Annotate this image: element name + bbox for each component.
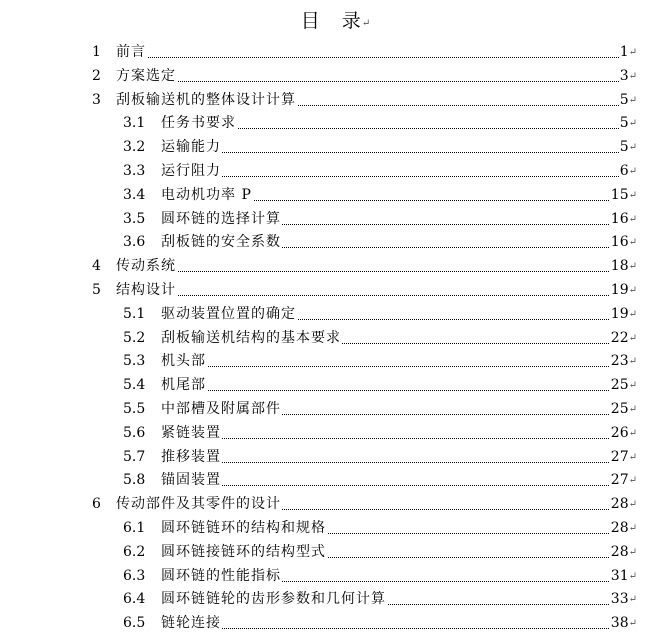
toc-dot-leader [161,366,623,367]
toc-page-number [610,518,637,539]
toc-entry[interactable] [92,90,637,110]
toc-page-number [610,304,637,325]
toc-entry[interactable] [123,518,637,538]
toc-entry-number: 5.3 [123,353,146,370]
toc-dot-leader [161,485,623,486]
toc-entry[interactable] [123,399,637,419]
toc-entry-title: 传动系统 [116,258,176,275]
paragraph-mark-icon: ↵ [628,380,637,392]
toc-page-number [610,613,637,634]
toc-entry-title: 圆环链接链环的结构型式 [161,543,326,560]
toc-page-number [610,470,637,491]
toc-entry[interactable] [123,613,637,633]
toc-page-number-value: 28 [610,520,629,536]
toc-entry[interactable] [123,423,637,443]
toc-entry-title: 圆环链链环的结构和规格 [161,520,326,536]
toc-entry-title: 结构设计 [116,282,176,298]
toc-entry-title: 运输能力 [161,139,221,156]
toc-entry[interactable] [123,137,637,157]
toc-page-number [619,113,637,134]
toc-entry[interactable] [123,375,637,395]
paragraph-mark-icon: ↵ [628,332,637,344]
paragraph-mark-icon: ↵ [628,94,637,106]
toc-entry-title: 刮板链的安全系数 [161,234,281,251]
paragraph-mark-icon: ↵ [628,523,637,534]
toc-entry-title: 圆环链的选择计算 [161,210,281,227]
toc-entry-number: 5.4 [123,377,146,394]
toc-page-number [619,137,637,158]
paragraph-mark-icon: ↵ [628,166,637,177]
toc-dot-leader [161,152,623,153]
title-char-1: 目 [300,10,320,32]
toc-entry-title: 推移装置 [161,448,221,465]
toc-page-number-value: 26 [610,424,629,441]
toc-page-number-value: 25 [610,377,629,394]
toc-page-number-value: 38 [610,615,629,632]
toc-dot-leader [116,295,623,296]
toc-page-number-value: 19 [610,282,629,298]
toc-entry-number: 5.1 [123,305,146,322]
toc-entry-number: 6.3 [123,567,146,584]
toc-entry-number: 3.2 [123,139,146,156]
toc-entry-title: 刮板输送机的整体设计计算 [116,91,296,108]
toc-entry-title: 运行阻力 [161,163,221,179]
toc-dot-leader [116,81,623,82]
toc-dot-leader [161,176,623,177]
paragraph-mark-icon: ↵ [628,594,637,606]
toc-entry-title: 刮板输送机结构的基本要求 [161,329,341,346]
toc-entry-number: 3.4 [123,186,146,203]
toc-entry-title: 机尾部 [161,377,206,394]
paragraph-mark-icon: ↵ [628,546,637,558]
paragraph-mark-icon: ↵ [628,499,637,511]
toc-entry-title: 圆环链链轮的齿形参数和几何计算 [161,591,386,608]
toc-entry-number: 5.2 [123,329,146,346]
toc-page-number-value: 19 [610,305,629,322]
toc-entry[interactable] [123,304,637,324]
paragraph-mark-icon: ↵ [361,18,371,29]
paragraph-mark-icon: ↵ [628,118,637,130]
toc-entry[interactable] [123,542,637,562]
toc-entry[interactable] [123,328,637,348]
toc-page-number [619,66,637,87]
toc-page-number [610,423,637,444]
toc-dot-leader [161,628,623,629]
toc-entry-number: 6 [92,496,101,513]
toc-page-number-value: 16 [610,210,629,227]
toc-page-number [610,447,637,468]
toc-page-number-value: 28 [610,543,629,560]
toc-page-number-value: 18 [610,258,629,275]
toc-entry-title: 机头部 [161,353,206,370]
toc-page-number [610,589,637,610]
toc-page-number [610,566,637,587]
toc-entry-title: 中部槽及附属部件 [161,401,281,417]
toc-page-number [610,351,637,372]
toc-page-number [610,399,637,420]
paragraph-mark-icon: ↵ [628,237,637,249]
toc-page-number-value: 22 [610,329,629,346]
toc-entry-title: 任务书要求 [161,115,236,132]
toc-page-number-value: 15 [610,186,629,203]
paragraph-mark-icon: ↵ [628,475,637,487]
toc-entry-number: 3.3 [123,163,146,179]
toc-entry[interactable] [123,209,637,229]
paragraph-mark-icon: ↵ [628,285,637,296]
toc-entry[interactable] [123,161,637,181]
toc-entry[interactable] [123,470,637,490]
toc-page-number [619,161,637,182]
toc-page-number-value: 1 [619,44,629,60]
toc-entry-number: 2 [92,67,101,84]
toc-page-number-value: 5 [619,91,629,108]
toc-entry[interactable] [123,566,637,586]
paragraph-mark-icon: ↵ [628,427,637,439]
paragraph-mark-icon: ↵ [628,47,637,58]
toc-entry[interactable] [123,185,637,205]
toc-entry-title: 方案选定 [116,67,176,84]
paragraph-mark-icon: ↵ [628,189,637,201]
toc-entry[interactable] [92,494,637,514]
toc-entry[interactable] [123,232,637,252]
toc-entry-number: 5.6 [123,424,146,441]
toc-dot-leader [161,390,623,391]
paragraph-mark-icon: ↵ [628,142,637,154]
toc-entry-number: 4 [92,258,101,275]
toc-page-number-value: 16 [610,234,629,251]
toc-entry-number: 5.8 [123,472,146,489]
toc-entry-title: 驱动装置位置的确定 [161,305,296,322]
title-char-2: 录 [341,10,361,32]
paragraph-mark-icon: ↵ [628,308,637,320]
toc-page-number-value: 31 [610,567,629,584]
toc-page-number [610,494,637,515]
toc-page-number [610,209,637,230]
toc-page-number-value: 27 [610,472,629,489]
toc-dot-leader [161,462,623,463]
toc-entry[interactable] [92,42,637,62]
toc-entry-title: 紧链装置 [161,424,221,441]
toc-entry-number: 3.6 [123,234,146,251]
toc-entry-title: 锚固装置 [161,472,221,489]
paragraph-mark-icon: ↵ [628,570,637,582]
toc-entry[interactable] [123,447,637,467]
toc-page-number [610,256,637,277]
toc-page-number-value: 28 [610,496,629,513]
toc-page-number-value: 25 [610,401,629,417]
toc-entry[interactable] [92,256,637,276]
paragraph-mark-icon: ↵ [628,213,637,225]
toc-page-number [610,375,637,396]
paragraph-mark-icon: ↵ [628,618,637,630]
toc-entry-number: 6.4 [123,591,146,608]
paragraph-mark-icon: ↵ [628,404,637,415]
toc-page-number [619,90,637,111]
toc-entry[interactable] [123,351,637,371]
toc-entry-title: 电动机功率 P [161,186,252,203]
toc-page-number-value: 27 [610,448,629,465]
toc-entry-number: 5.7 [123,448,146,465]
toc-entry-number: 3.1 [123,115,146,132]
toc-entry-title: 链轮连接 [161,615,221,632]
toc-page-number [610,328,637,349]
toc-title [0,6,671,33]
toc-page-number-value: 23 [610,353,629,370]
toc-entry-number: 3 [92,91,101,108]
toc-entry[interactable] [92,66,637,86]
toc-page-number [610,542,637,563]
toc-entry-title: 传动部件及其零件的设计 [116,496,281,513]
toc-page-number [610,232,637,253]
paragraph-mark-icon: ↵ [628,356,637,368]
toc-entry-number: 5.5 [123,401,146,417]
toc-entry-title: 前言 [116,44,146,60]
toc-page-number [610,280,637,301]
toc-dot-leader [161,438,623,439]
toc-page-number-value: 6 [619,163,629,179]
toc-entry[interactable] [123,113,637,133]
toc-dot-leader [116,57,623,58]
toc-entry[interactable] [92,280,637,300]
toc-page-number [610,185,637,206]
toc-page-number-value: 33 [610,591,629,608]
toc-entry-number: 6.2 [123,543,146,560]
paragraph-mark-icon: ↵ [628,451,637,463]
toc-dot-leader [116,271,623,272]
toc-entry-number: 1 [92,44,101,60]
toc-entry[interactable] [123,589,637,609]
toc-entry-title: 圆环链的性能指标 [161,567,281,584]
toc-entry-number: 3.5 [123,210,146,227]
toc-entry-number: 6.1 [123,520,146,536]
toc-page-number-value: 3 [619,67,629,84]
toc-page-number [619,42,637,63]
toc-page-number-value: 5 [619,115,629,132]
paragraph-mark-icon: ↵ [628,70,637,82]
toc-entry-number: 5 [92,282,101,298]
toc-page-number-value: 5 [619,139,629,156]
toc-entry-number: 6.5 [123,615,146,632]
paragraph-mark-icon: ↵ [628,261,637,273]
